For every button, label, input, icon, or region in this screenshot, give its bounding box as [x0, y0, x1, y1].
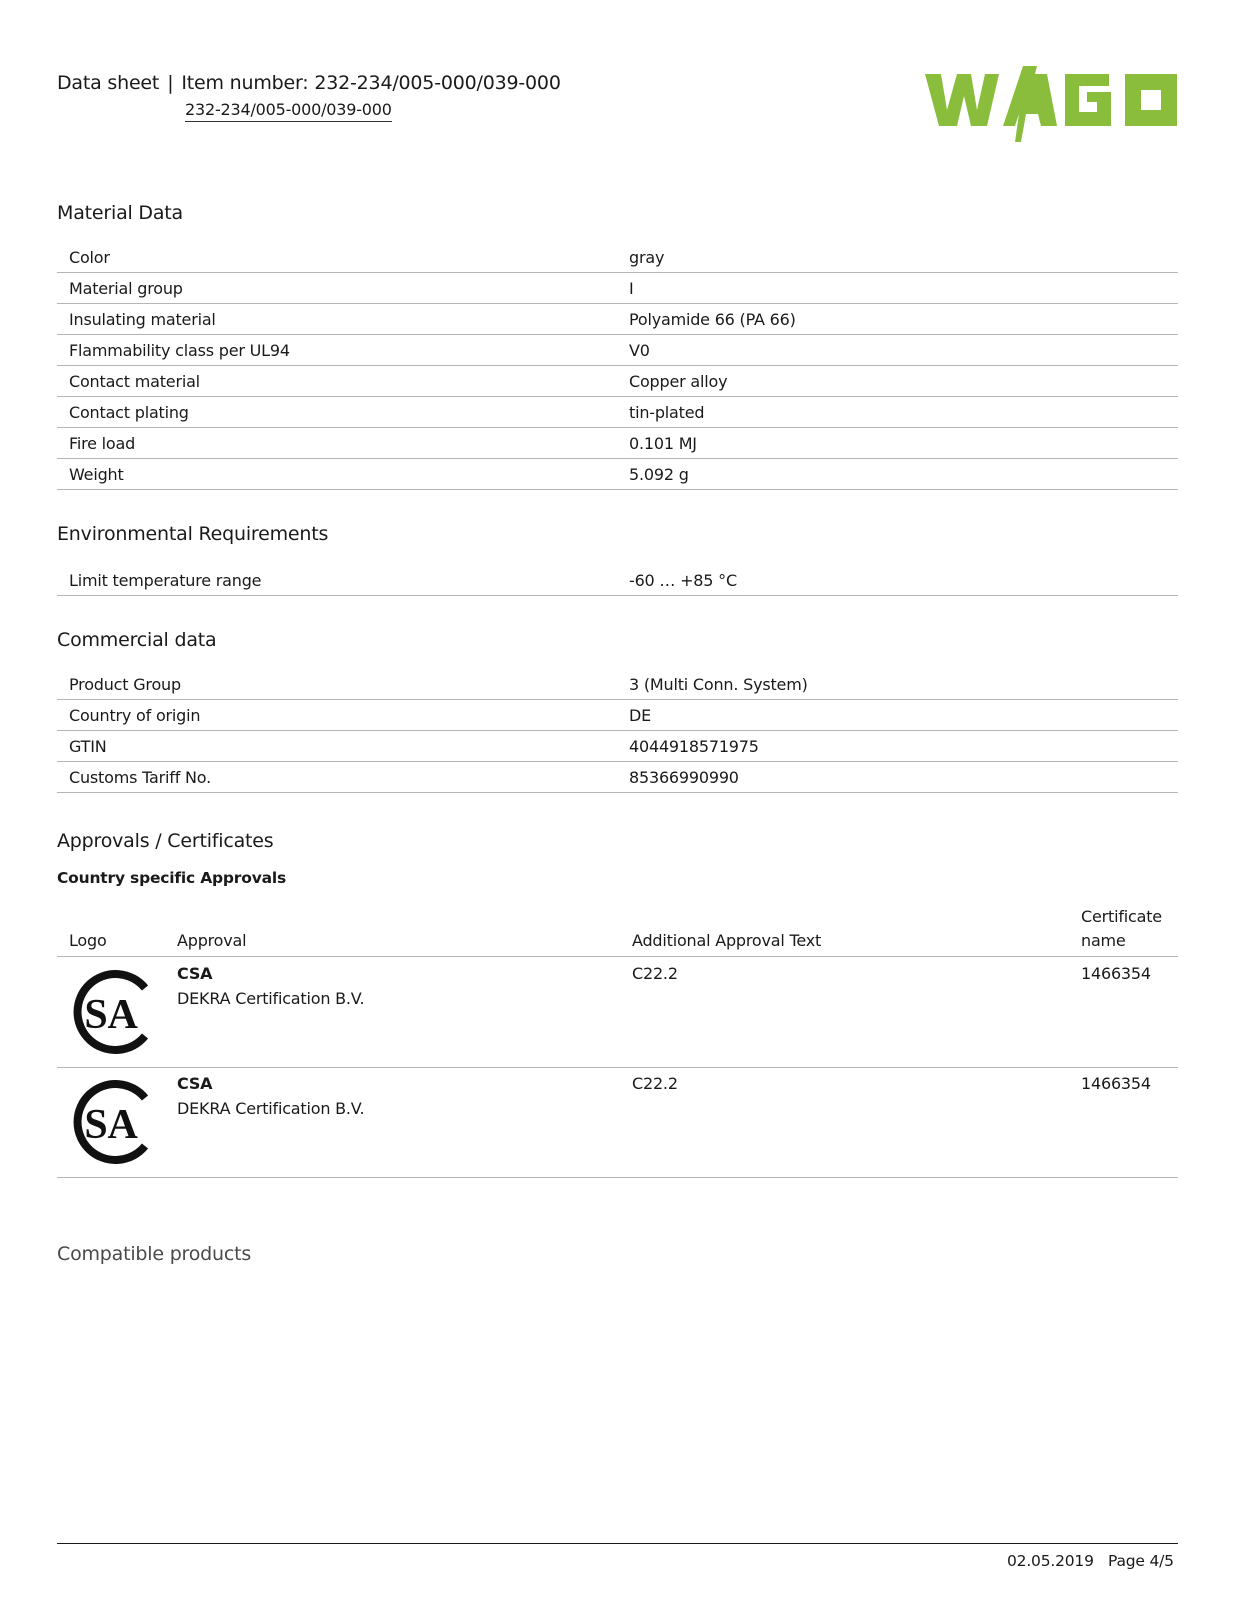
- approval-org: DEKRA Certification B.V.: [177, 989, 365, 1008]
- row-label: Weight: [69, 465, 124, 484]
- material-data-title: Material Data: [57, 202, 183, 224]
- approval-name: CSA: [177, 1074, 213, 1093]
- row-value: Copper alloy: [629, 372, 728, 391]
- row-value: Polyamide 66 (PA 66): [629, 310, 796, 329]
- row-label: GTIN: [69, 737, 107, 756]
- table-row: [57, 565, 1178, 596]
- compatible-products-title: Compatible products: [57, 1243, 252, 1265]
- environmental-table: [57, 565, 1178, 596]
- header-certificate-line2: name: [1081, 931, 1126, 950]
- approval-text: C22.2: [632, 1074, 678, 1093]
- row-label: Material group: [69, 279, 183, 298]
- table-row: [57, 273, 1178, 304]
- row-value: -60 … +85 °C: [629, 571, 737, 590]
- row-value: V0: [629, 341, 650, 360]
- footer-page-number: Page 4/5: [1108, 1552, 1174, 1570]
- environmental-title: Environmental Requirements: [57, 523, 329, 545]
- commercial-table: [57, 669, 1178, 793]
- item-number-link[interactable]: 232-234/005-000/039-000: [185, 100, 392, 122]
- approval-name: CSA: [177, 964, 213, 983]
- header-additional-text: Additional Approval Text: [632, 931, 822, 950]
- table-row: [57, 459, 1178, 490]
- certificate-name: 1466354: [1081, 1074, 1151, 1093]
- table-row: [57, 304, 1178, 335]
- table-row: [57, 700, 1178, 731]
- row-label: Limit temperature range: [69, 571, 262, 590]
- certificate-name: 1466354: [1081, 964, 1151, 983]
- row-label: Product Group: [69, 675, 181, 694]
- row-label: Customs Tariff No.: [69, 768, 211, 787]
- table-row: [57, 242, 1178, 273]
- table-row: [57, 335, 1178, 366]
- table-row: [57, 958, 1178, 1068]
- table-row: [57, 428, 1178, 459]
- svg-text:SA: SA: [84, 1102, 138, 1148]
- row-value: DE: [629, 706, 652, 725]
- row-label: Country of origin: [69, 706, 201, 725]
- row-label: Fire load: [69, 434, 136, 453]
- row-value: 4044918571975: [629, 737, 759, 756]
- svg-text:SA: SA: [84, 992, 138, 1038]
- csa-logo-icon: [71, 966, 151, 1058]
- row-label: Color: [69, 248, 110, 267]
- table-row: [57, 397, 1178, 428]
- approval-text: C22.2: [632, 964, 678, 983]
- footer-divider: [57, 1543, 1178, 1544]
- approvals-subtitle: Country specific Approvals: [57, 869, 287, 887]
- row-value: 5.092 g: [629, 465, 689, 484]
- page-title: [57, 72, 561, 94]
- row-label: Contact material: [69, 372, 200, 391]
- table-row: [57, 366, 1178, 397]
- row-value: gray: [629, 248, 665, 267]
- wago-logo-icon: [925, 58, 1180, 142]
- row-label: Flammability class per UL94: [69, 341, 290, 360]
- table-row: [57, 669, 1178, 700]
- approvals-table-header: [57, 898, 1178, 957]
- row-value: 3 (Multi Conn. System): [629, 675, 808, 694]
- commercial-title: Commercial data: [57, 629, 217, 651]
- table-row: [57, 731, 1178, 762]
- row-value: tin-plated: [629, 403, 705, 422]
- approval-org: DEKRA Certification B.V.: [177, 1099, 365, 1118]
- material-data-table: [57, 242, 1178, 490]
- row-value: 0.101 MJ: [629, 434, 697, 453]
- row-label: Contact plating: [69, 403, 189, 422]
- header-approval: Approval: [177, 931, 247, 950]
- csa-logo-icon: [71, 1076, 151, 1168]
- header-certificate-line1: Certificate: [1081, 907, 1162, 926]
- row-value: I: [629, 279, 634, 298]
- footer-date: 02.05.2019: [1007, 1552, 1094, 1570]
- approvals-title: Approvals / Certificates: [57, 830, 274, 852]
- item-number-label: Item number: 232-234/005-000/039-000: [181, 72, 561, 94]
- row-label: Insulating material: [69, 310, 216, 329]
- title-separator: |: [167, 72, 174, 94]
- row-value: 85366990990: [629, 768, 739, 787]
- table-row: [57, 1068, 1178, 1178]
- doc-type-label: Data sheet: [57, 72, 160, 94]
- header-logo: Logo: [69, 931, 107, 950]
- table-row: [57, 762, 1178, 793]
